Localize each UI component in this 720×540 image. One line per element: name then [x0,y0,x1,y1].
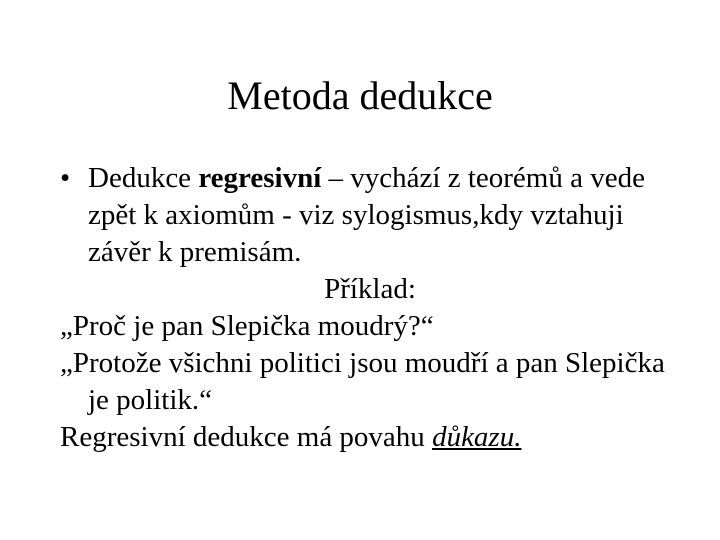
bullet-text-rest: – vychází z teorémů a vede zpět k axiomům - viz sylogismus,kdy vztahuji závěr k premisám. [88,162,645,268]
example-label: Příklad: [324,273,416,305]
conclusion [60,419,680,456]
example-answer: „Protože všichni politici jsou moudří a pan Slepička je politik.“ [60,347,665,416]
conclusion-text: Regresivní dedukce má povahu [60,421,433,453]
slide-title: Metoda dedukce [227,73,493,118]
slide-body [60,160,680,456]
example-question: „Proč je pan Slepička moudrý?“ [60,310,434,342]
bullet-bold-term: regresivní [198,162,322,194]
bullet-dot-icon: • [60,162,71,194]
bullet-item [60,160,680,271]
conclusion-emphasis: důkazu. [432,421,522,453]
bullet-text-start: Dedukce [88,162,199,194]
